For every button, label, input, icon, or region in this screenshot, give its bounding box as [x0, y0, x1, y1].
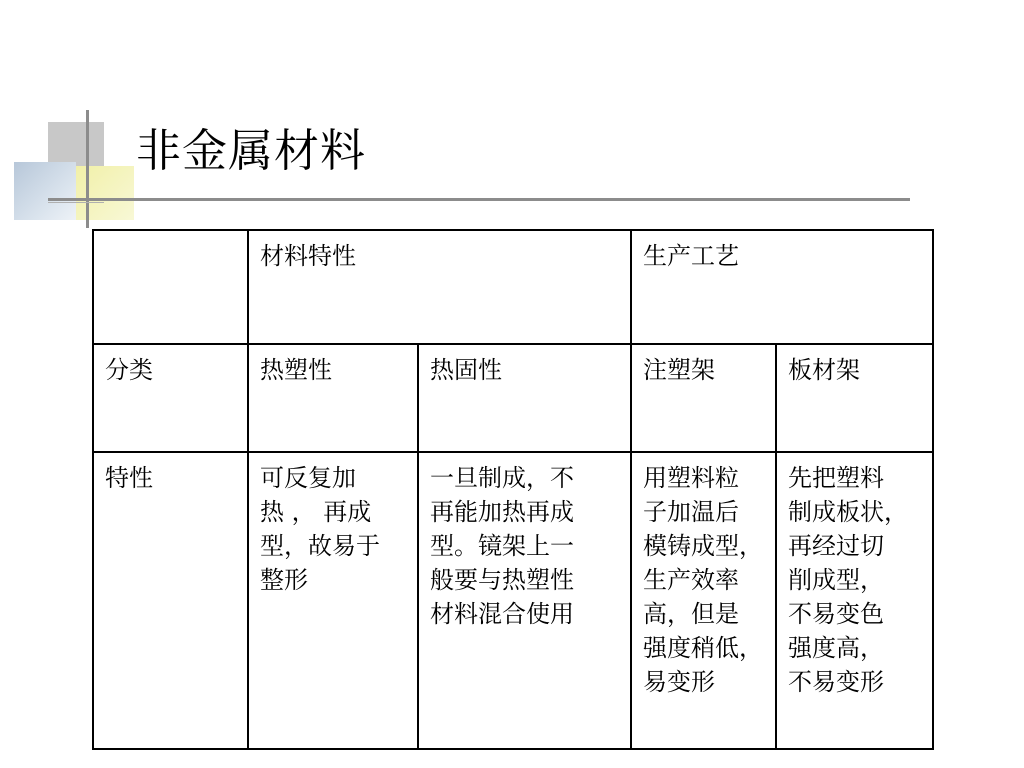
text-line: 不易变形 [788, 668, 884, 696]
property-thermoset-cell [418, 452, 631, 749]
text-line: 强度高， [788, 634, 884, 662]
text-line: 型。镜架上一 [430, 532, 574, 560]
property-thermoplastic-cell [248, 452, 418, 749]
decor-vertical-line [86, 110, 89, 228]
text-line: 子加温后 [643, 498, 739, 526]
text-line: 不易变色 [788, 600, 884, 628]
table-header-row [93, 230, 933, 344]
text-line: 可反复加 [260, 464, 356, 492]
table-property-row [93, 452, 933, 749]
text-line: 生产效率 [643, 566, 739, 594]
text-line: 制成板状， [788, 498, 908, 526]
category-thermoset-cell: 热固性 [418, 344, 631, 452]
category-thermoplastic-cell: 热塑性 [248, 344, 418, 452]
text-line: 整形 [260, 566, 308, 594]
decor-short-line [48, 202, 104, 203]
text-line: 先把塑料 [788, 464, 884, 492]
text-line: 高，但是 [643, 600, 739, 628]
category-label-cell: 分类 [93, 344, 248, 452]
text-line: 型，故易于 [260, 532, 380, 560]
materials-table [92, 229, 934, 750]
header-material-properties: 材料特性 [248, 230, 631, 344]
property-label-cell: 特性 [93, 452, 248, 749]
property-sheet-frame-cell [776, 452, 933, 749]
decor-yellow-square [76, 166, 134, 220]
text-line: 模铸成型， [643, 532, 763, 560]
property-injection-frame-cell [631, 452, 776, 749]
decor-blue-square [14, 162, 76, 220]
category-sheet-frame-cell: 板材架 [776, 344, 933, 452]
header-production-process: 生产工艺 [631, 230, 933, 344]
text-line: 用塑料粒 [643, 464, 739, 492]
text-line: 般要与热塑性 [430, 566, 574, 594]
text-line: 再经过切 [788, 532, 884, 560]
text-line: 热 ， 再成 [260, 498, 372, 526]
header-blank-cell [93, 230, 248, 344]
text-line: 强度稍低， [643, 634, 763, 662]
table-category-row [93, 344, 933, 452]
text-line: 再能加热再成 [430, 498, 574, 526]
text-line: 易变形 [643, 668, 715, 696]
text-line: 一旦制成，不 [430, 464, 574, 492]
category-injection-frame-cell: 注塑架 [631, 344, 776, 452]
text-line: 削成型， [788, 566, 884, 594]
text-line: 材料混合使用 [430, 600, 574, 628]
title-underline [48, 198, 910, 201]
slide-title: 非金属材料 [136, 124, 367, 177]
